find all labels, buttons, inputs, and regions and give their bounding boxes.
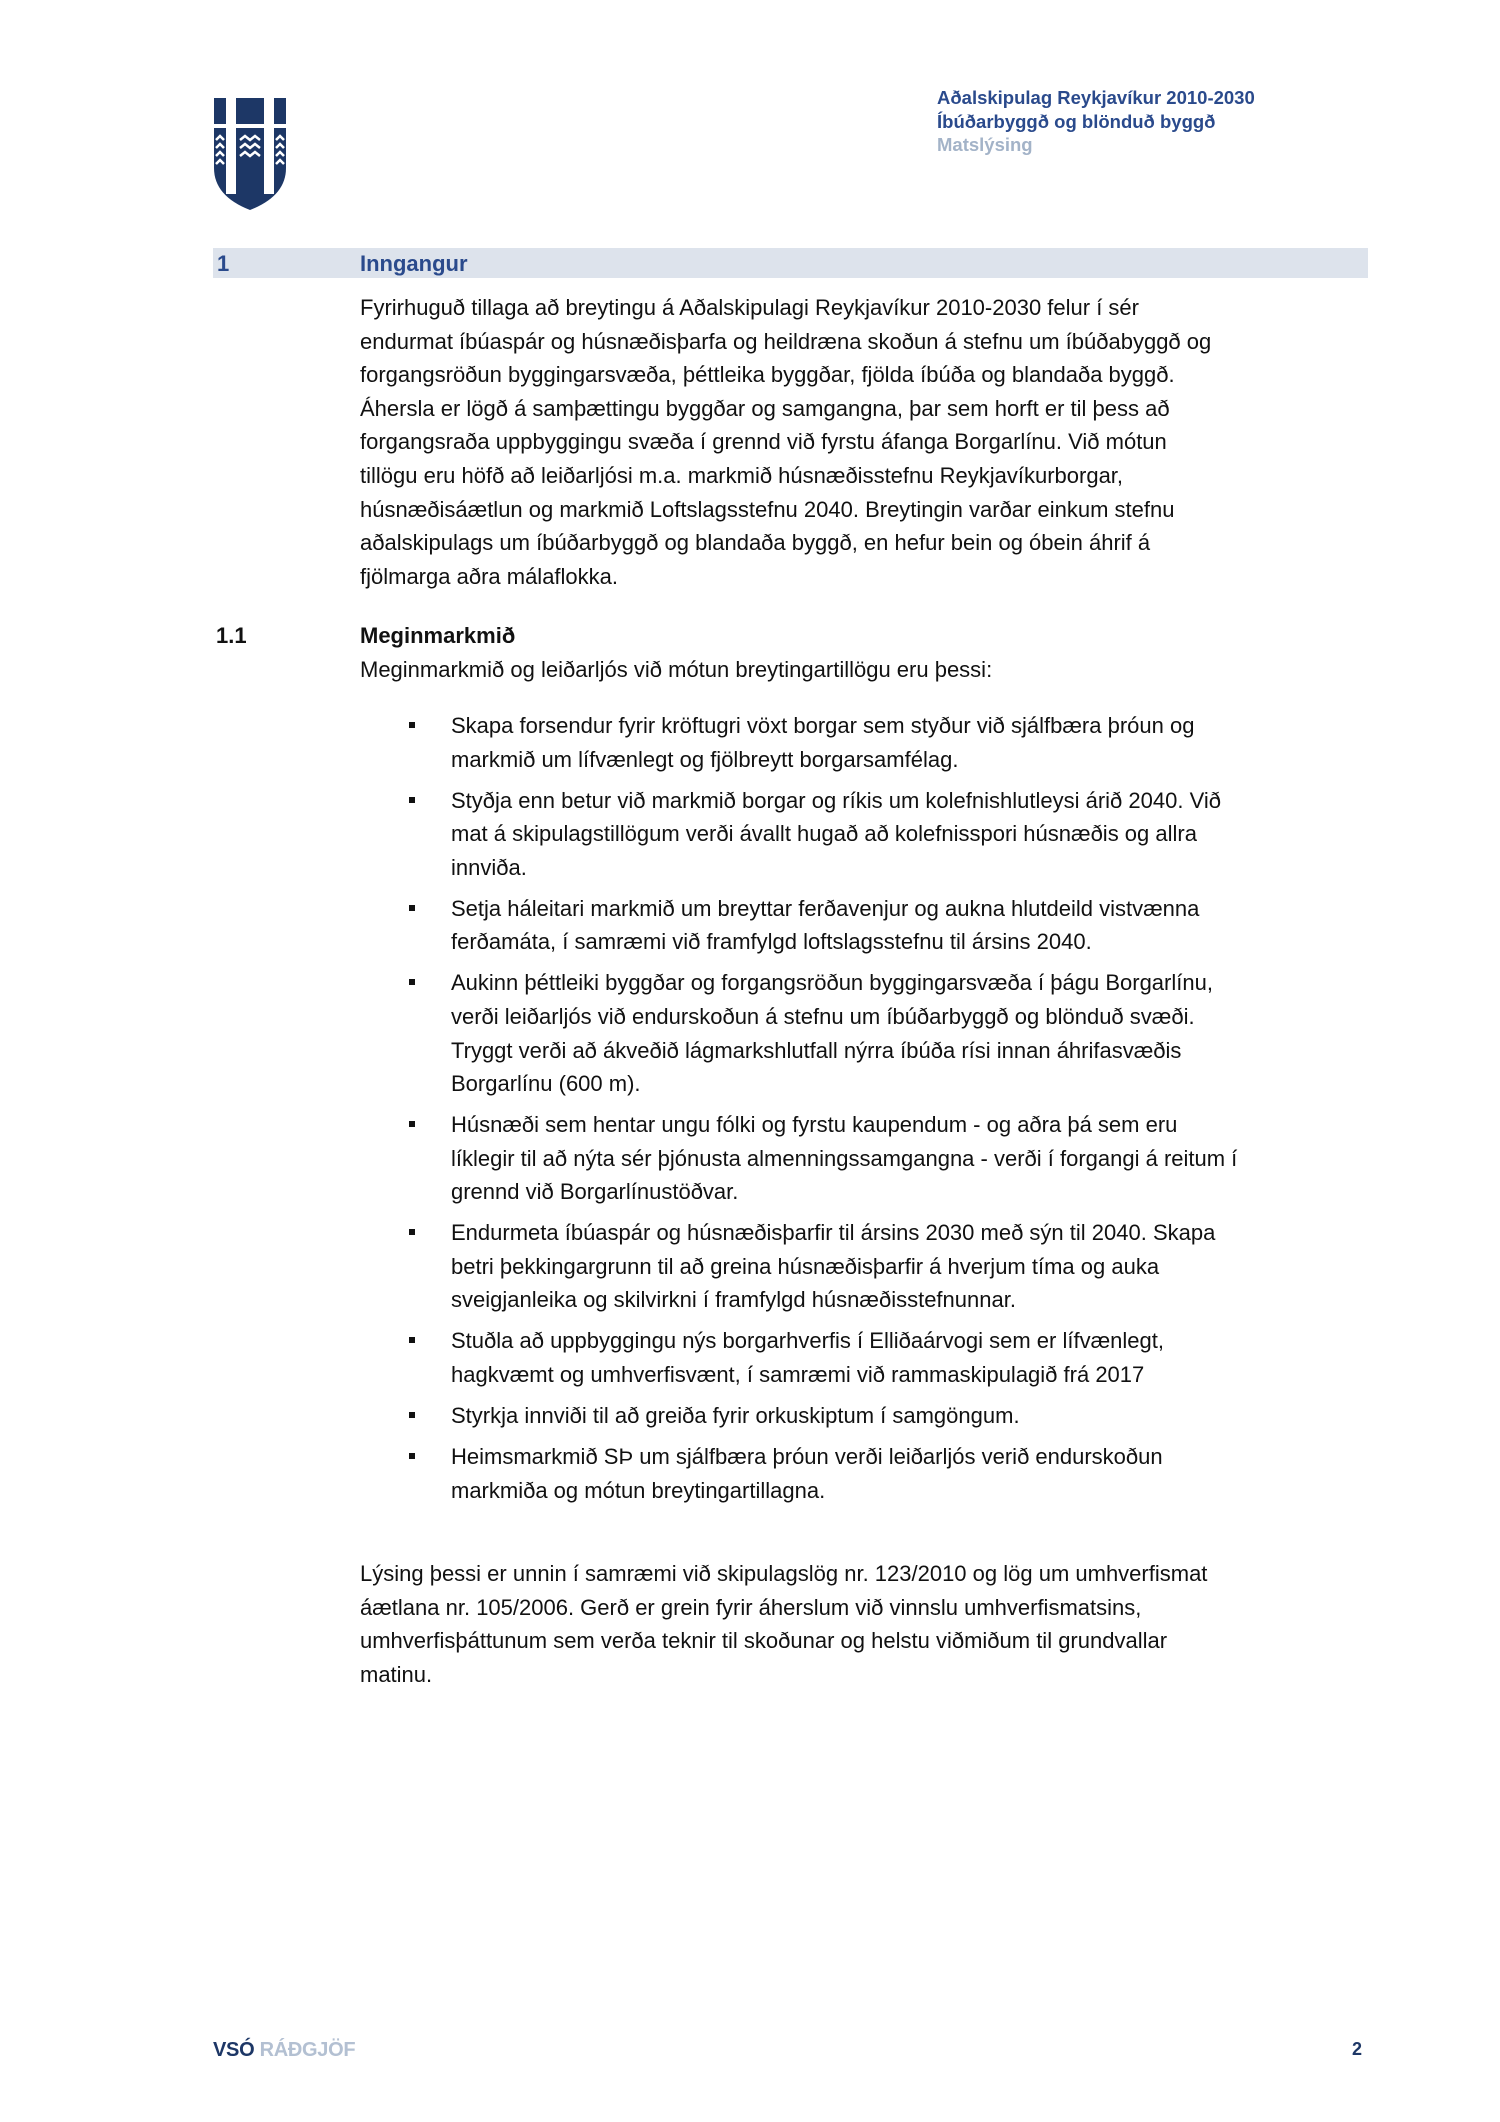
list-item [451, 966, 1237, 1100]
text-line: hagkvæmt og umhverfisvænt, í samræmi við rammaskipulagið frá 2017 [451, 1362, 1145, 1388]
text-line: Tryggt verði að ákveðið lágmarkshlutfall nýrra íbúða rísi innan áhrifasvæðis [451, 1037, 1182, 1063]
subsection-block [360, 619, 992, 686]
text-line: Áhersla er lögð á samþættingu byggðar og samgangna, þar sem horft er til þess að [360, 395, 1170, 421]
header-topic: Íbúðarbyggð og blönduð byggð [937, 110, 1216, 132]
text-line: Styrkja innviði til að greiða fyrir orkuskiptum í samgöngum. [451, 1403, 1020, 1429]
running-header [937, 86, 1255, 157]
text-line: fjölmarga aðra málaflokka. [360, 563, 619, 589]
header-plan-title: Aðalskipulag Reykjavíkur 2010-2030 [937, 87, 1255, 108]
text-line: Endurmeta íbúaspár og húsnæðisþarfir til ársins 2030 með sýn til 2040. Skapa [451, 1220, 1216, 1246]
text-line: Styðja enn betur við markmið borgar og ríkis um kolefnishlutleysi árið 2040. Við [451, 787, 1221, 813]
text-line: Fyrirhuguð tillaga að breytingu á Aðalskipulagi Reykjavíkur 2010-2030 felur í sér [360, 295, 1139, 320]
list-item [451, 784, 1237, 885]
text-line: Setja háleitari markmið um breyttar ferðavenjur og aukna hlutdeild vistvænna [451, 895, 1200, 921]
text-line: Stuðla að uppbyggingu nýs borgarhverfis í Elliðaárvogi sem er lífvænlegt, [451, 1328, 1164, 1354]
brand-vso: VSÓ [213, 2039, 255, 2061]
bullet-icon [409, 722, 415, 728]
intro-paragraph [360, 291, 1211, 593]
text-line: áætlana nr. 105/2006. Gerð er grein fyrir áherslum við vinnslu umhverfismatsins, [360, 1594, 1142, 1620]
text-line: tillögu eru höfð að leiðarljósi m.a. markmið húsnæðisstefnu Reykjavíkurborgar, [360, 462, 1124, 488]
text-line: líklegir til að nýta sér þjónusta almenningssamgangna - verði í forgangi á reitum í [451, 1145, 1238, 1171]
text-line: markmið um lífvænlegt og fjölbreytt borgarsamfélag. [451, 746, 959, 772]
reykjavik-coat-of-arms-logo [214, 98, 286, 210]
bullet-icon [409, 1121, 415, 1127]
bullet-icon [409, 1229, 415, 1235]
subsection-lead: Meginmarkmið og leiðarljós við mótun breytingartillögu eru þessi: [360, 656, 993, 682]
list-item [451, 1216, 1237, 1317]
text-line: verði leiðarljós við endurskoðun á stefnu um íbúðarbyggð og blönduð svæði. [451, 1003, 1195, 1029]
list-item [451, 892, 1237, 959]
subsection-title: Meginmarkmið [360, 623, 516, 648]
bullet-icon [409, 905, 415, 911]
text-line: forgangsraða uppbyggingu svæða í grennd við fyrstu áfanga Borgarlínu. Við mótun [360, 429, 1167, 455]
text-line: Skapa forsendur fyrir kröftugri vöxt borgar sem styður við sjálfbæra þróun og [451, 713, 1195, 738]
text-line: Lýsing þessi er unnin í samræmi við skipulagslög nr. 123/2010 og lög um umhverfismat [360, 1561, 1208, 1586]
text-line: matinu. [360, 1661, 433, 1687]
text-line: Heimsmarkmið SÞ um sjálfbæra þróun verði leiðarljós verið endurskoðun [451, 1444, 1163, 1469]
text-line: Borgarlínu (600 m). [451, 1071, 641, 1097]
text-line: aðalskipulags um íbúðarbyggð og blandaða byggð, en hefur bein og óbein áhrif á [360, 530, 1151, 556]
text-line: endurmat íbúaspár og húsnæðisþarfa og heildræna skoðun á stefnu um íbúðabyggð og [360, 328, 1212, 354]
text-line: betri þekkingargrunn til að greina húsnæðisþarfir á hverjum tíma og auka [451, 1253, 1160, 1279]
list-item [451, 1324, 1237, 1391]
text-line: Aukinn þéttleiki byggðar og forgangsröðun byggingarsvæða í þágu Borgarlínu, [451, 970, 1213, 996]
bullet-icon [409, 1337, 415, 1343]
section-heading-bar [213, 248, 1368, 278]
list-item [451, 1108, 1237, 1209]
bullet-icon [409, 1412, 415, 1418]
text-line: sveigjanleika og skilvirkni í framfylgd húsnæðisstefnunnar. [451, 1287, 1016, 1313]
text-line: mat á skipulagstillögum verði ávallt hugað að kolefnisspori húsnæðis og allra [451, 821, 1197, 847]
text-line: forgangsröðun byggingarsvæða, þéttleika byggðar, fjölda íbúða og blandaða byggð. [360, 362, 1175, 388]
bullet-icon [409, 797, 415, 803]
text-line: húsnæðisáætlun og markmið Loftslagsstefnu 2040. Breytingin varðar einkum stefnu [360, 496, 1175, 522]
text-line: Húsnæði sem hentar ungu fólki og fyrstu kaupendum - og aðra þá sem eru [451, 1112, 1178, 1138]
text-line: ferðamáta, í samræmi við framfylgd loftslagsstefnu til ársins 2040. [451, 929, 1092, 955]
text-line: umhverfisþáttunum sem verða teknir til skoðunar og helstu viðmiðum til grundvallar [360, 1628, 1168, 1654]
section-title: Inngangur [360, 251, 468, 276]
goals-list [451, 709, 1237, 1515]
section-number: 1 [217, 251, 230, 276]
text-line: grennd við Borgarlínustöðvar. [451, 1179, 739, 1205]
list-item [451, 1440, 1237, 1507]
brand-radgjof: RÁÐGJÖF [259, 2039, 356, 2061]
list-item [451, 1399, 1237, 1433]
list-item [451, 709, 1237, 776]
page-number: 2 [1352, 2039, 1363, 2059]
bullet-icon [409, 979, 415, 985]
subsection-number: 1.1 [216, 623, 247, 648]
bullet-icon [409, 1453, 415, 1459]
closing-paragraph [360, 1557, 1207, 1691]
header-doc-type: Matslýsing [937, 134, 1033, 155]
text-line: markmiða og mótun breytingartillagna. [451, 1477, 826, 1503]
footer-brand-logo [213, 2039, 355, 2062]
text-line: innviða. [451, 854, 527, 880]
